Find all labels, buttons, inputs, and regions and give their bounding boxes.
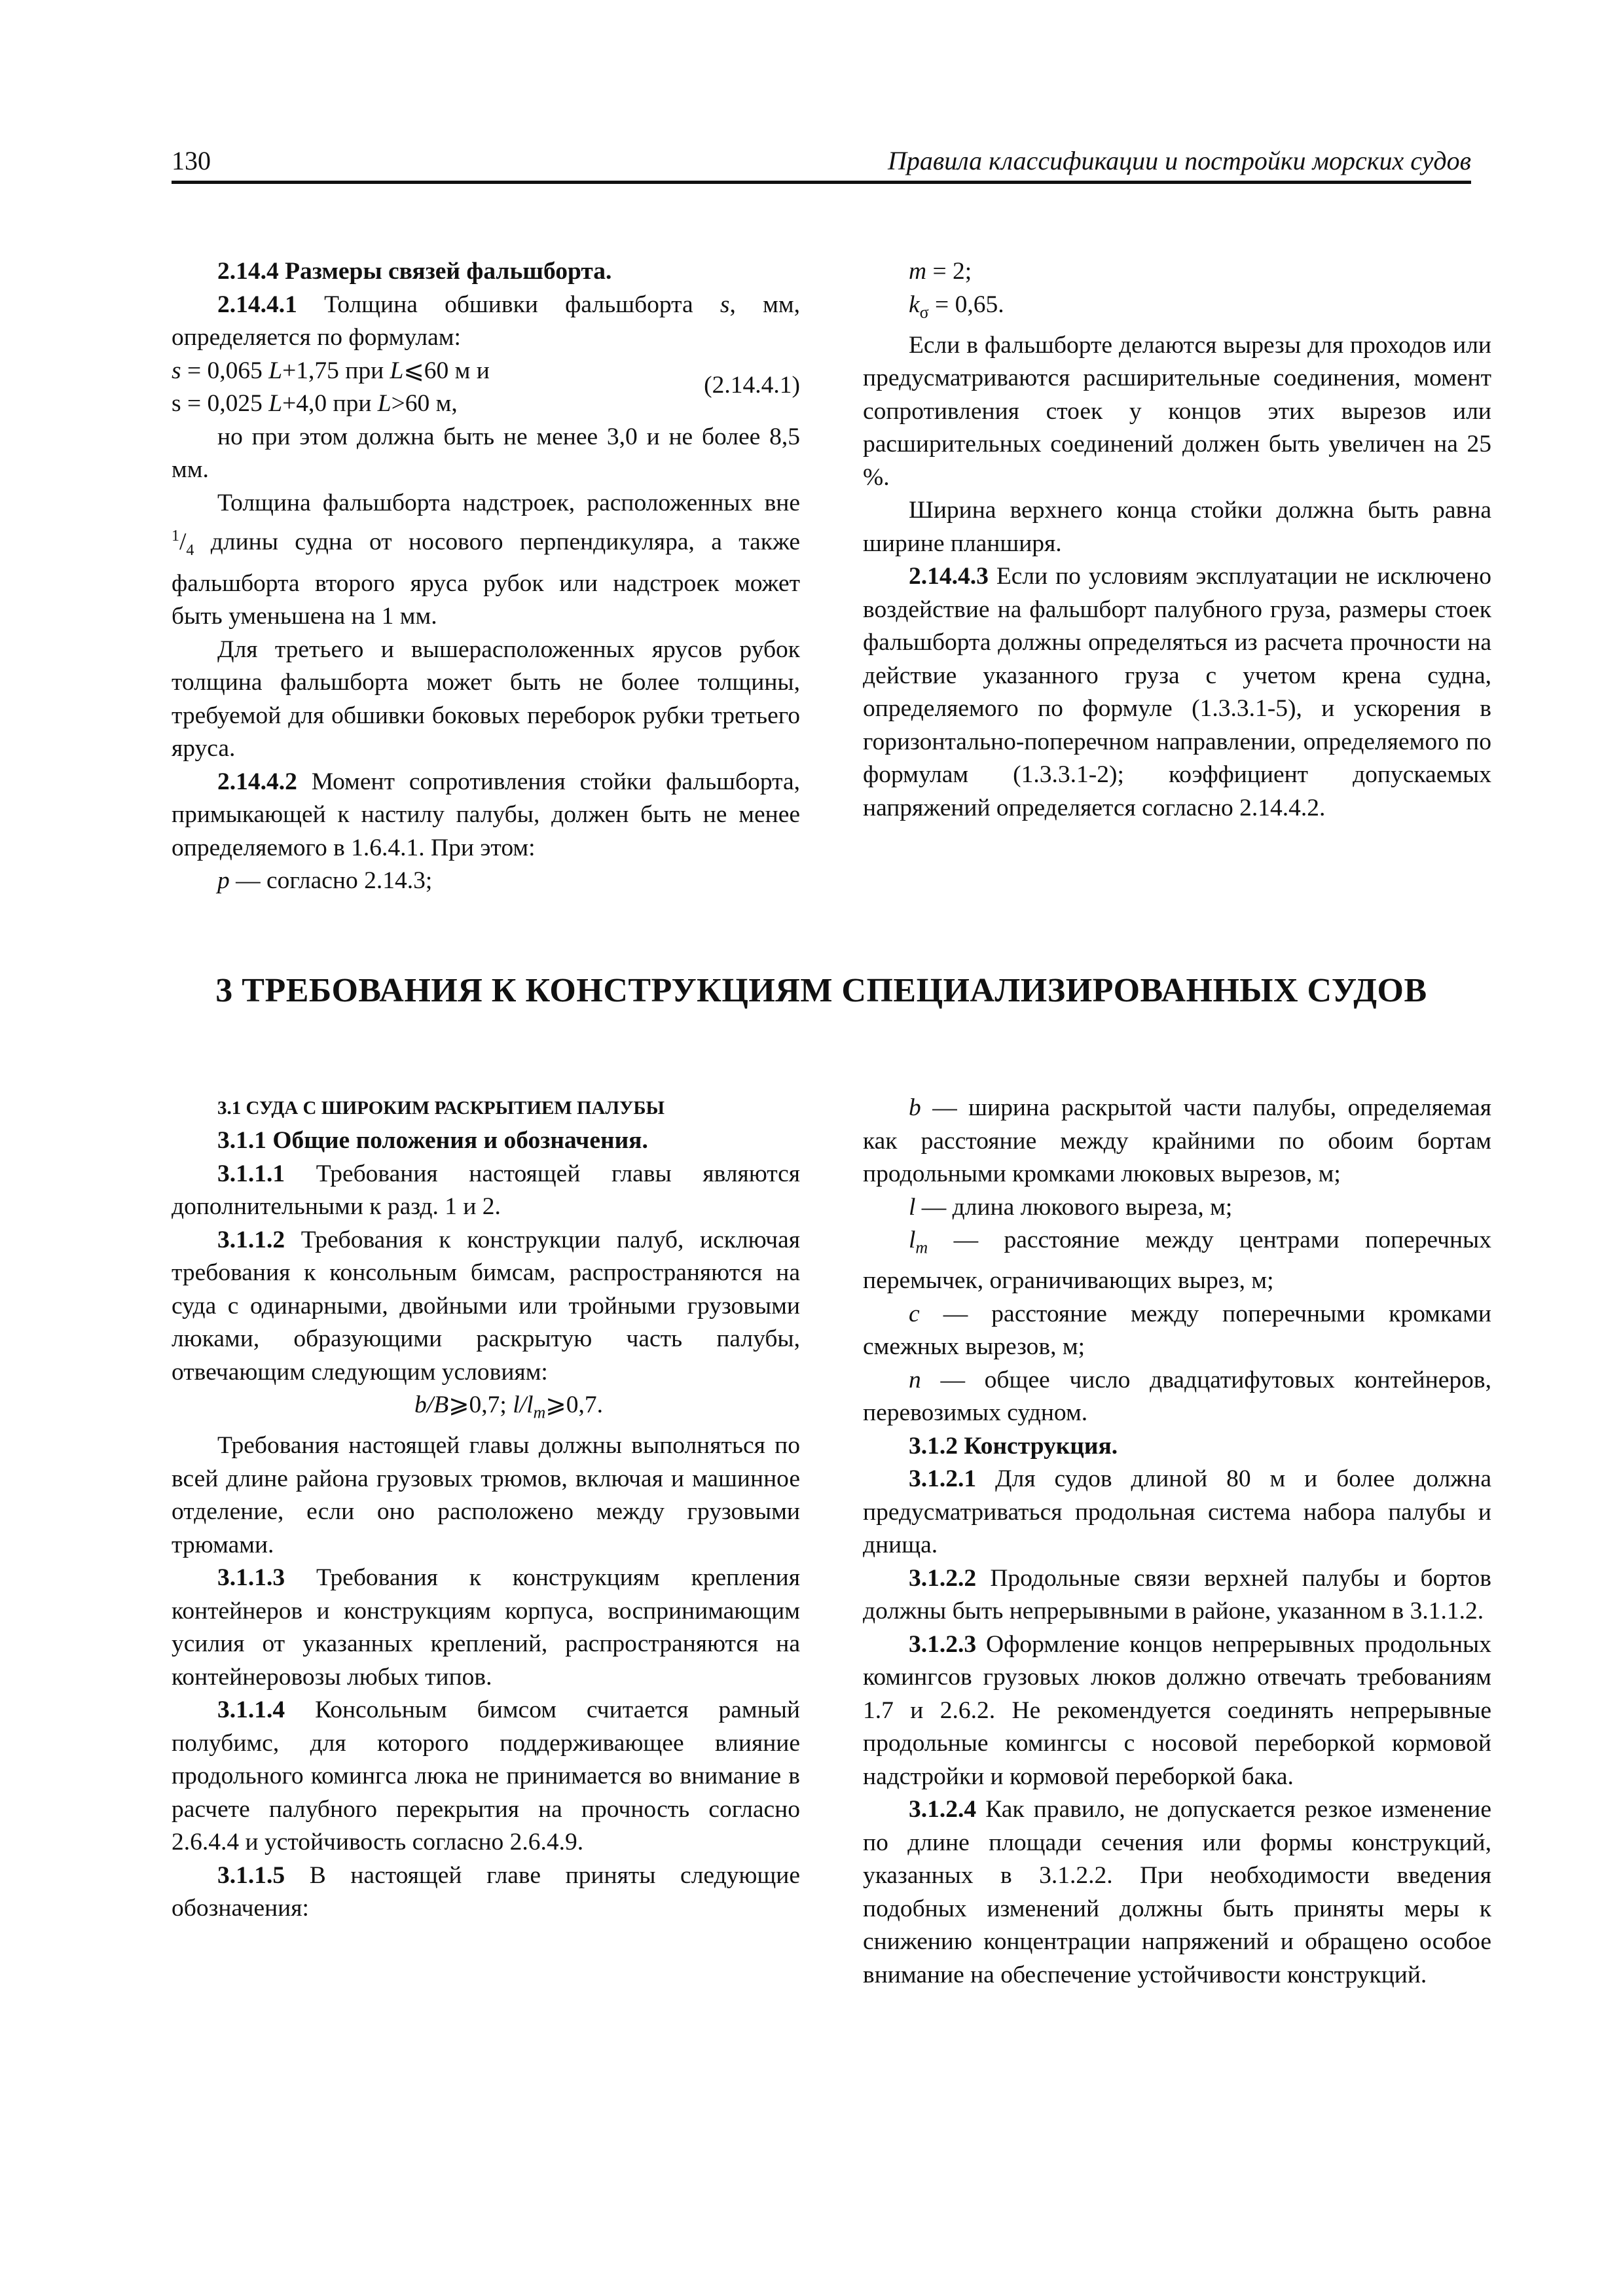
subchapter-heading: 3.1 СУДА С ШИРОКИМ РАСКРЫТИЕМ ПАЛУБЫ — [217, 1098, 665, 1119]
paragraph: Если в фальшборте делаются вырезы для проходов или предусматриваются расширительные соединения, момент сопротивления стоек у концов этих вырезов или расширительных соединений должен быть увеличен на 25 %. — [863, 331, 1491, 491]
section-heading-3-1-1: 3.1.1 Общие положения и обозначения. — [217, 1127, 648, 1154]
formula-2-14-4-1 — [172, 355, 800, 421]
paragraph: Для третьего и вышерасположенных ярусов рубок толщина фальшборта может быть не более толщины, требуемой для обшивки боковых переборок рубки третьего яруса. — [172, 636, 800, 762]
paragraph: 3.1.2.4 Как правило, не допускается резкое изменение по длине площади сечения или формы конструкций, указанных в 3.1.2.2. При необходимости введения подобных изменений должны быть приняты меры к снижению концентрации напряжений и обращено особое внимание на обеспечение устойчивости конструкций. — [863, 1796, 1491, 1988]
paragraph: p — согласно 2.14.3; — [217, 867, 433, 894]
paragraph: 3.1.2.2 Продольные связи верхней палубы и бортов должны быть непрерывными в районе, указанном в 3.1.1.2. — [863, 1564, 1491, 1624]
paragraph: 3.1.2.3 Оформление концов непрерывных продольных комингсов грузовых люков должно отвечать требованиям 1.7 и 2.6.2. Не рекомендуется соединять непрерывные продольные комингсы с носовой переборкой кормовой надстройки и кормовой переборкой бака. — [863, 1630, 1491, 1790]
paragraph: Требования настоящей главы должны выполняться по всей длине района грузовых трюмов, включая и машинное отделение, если оно расположено между грузовыми трюмами. — [172, 1432, 800, 1558]
page-number: 130 — [172, 146, 211, 175]
paragraph: 2.14.4.2 Момент сопротивления стойки фальшборта, примыкающей к настилу палубы, должен быть не менее определяемого в 1.6.4.1. При этом: — [172, 768, 800, 861]
paragraph: но при этом должна быть не менее 3,0 и не более 8,5 мм. — [172, 423, 800, 483]
equation-number: (2.14.4.1) — [704, 371, 800, 399]
paragraph: 3.1.1.5 В настоящей главе приняты следующие обозначения: — [172, 1861, 800, 1922]
formula-line: s = 0,065 L+1,75 при L⩽60 м и — [172, 357, 490, 384]
left-column-bottom — [172, 1092, 800, 1926]
definition: $k_\sigma = 0,65$. — [909, 291, 1004, 321]
formula-condition: b/B⩾0,7; $l/l_m⩾0,7$. — [414, 1391, 603, 1422]
section-heading-3-1-2: 3.1.2 Конструкция. — [909, 1432, 1118, 1460]
definition: n — общее число двадцатифутовых контейнеров, перевозимых судном. — [863, 1366, 1491, 1426]
definition: $l_m$ — расстояние между центрами поперечных перемычек, ограничивающих вырез, м; — [863, 1227, 1491, 1294]
paragraph: 3.1.1.4 Консольным бимсом считается рамный полубимс, для которого поддерживающее влияние продольного комингса люка не принимается во внимание в расчете палубного перекрытия на прочность согласно 2.6.4.4 и устойчивость согласно 2.6.4.9. — [172, 1696, 800, 1856]
paragraph: 3.1.1.2 Требования к конструкции палуб, исключая требования к консольным бимсам, распространяются на суда с одинарными, двойными или тройными грузовыми люками, образующими раскрытую часть палубы, отвечающим следующим условиям: — [172, 1226, 800, 1386]
section-heading-2-14-4: 2.14.4 Размеры связей фальшборта. — [217, 258, 612, 285]
right-column-top — [863, 255, 1491, 825]
paragraph: Толщина фальшборта надстроек, расположенных вне $^1/_4$ длины судна от носового перпендикуляра, а также фальшборта второго яруса рубок или надстроек может быть уменьшена на 1 мм. — [172, 489, 800, 630]
paragraph: Ширина верхнего конца стойки должна быть равна ширине планширя. — [863, 497, 1491, 557]
definition: l — длина люкового выреза, м; — [909, 1193, 1233, 1221]
running-header — [172, 145, 1471, 184]
formula-line: s = 0,025 L+4,0 при L>60 м, — [172, 390, 458, 417]
definition: c — расстояние между поперечными кромками смежных вырезов, м; — [863, 1300, 1491, 1360]
paragraph: 3.1.1.3 Требования к конструкциям крепления контейнеров и конструкциям корпуса, воспринимающим усилия от указанных креплений, распространяются на контейнеровозы любых типов. — [172, 1564, 800, 1691]
chapter-heading: 3 ТРЕБОВАНИЯ К КОНСТРУКЦИЯМ СПЕЦИАЛИЗИРОВАННЫХ СУДОВ — [215, 972, 1427, 1009]
running-title: Правила классификации и постройки морских судов — [887, 146, 1471, 175]
paragraph: 2.14.4.1 Толщина обшивки фальшборта s, мм, определяется по формулам: — [172, 291, 800, 351]
right-column-bottom — [863, 1092, 1491, 1992]
paragraph: 3.1.2.1 Для судов длиной 80 м и более должна предусматриваться продольная система набора палубы и днища. — [863, 1465, 1491, 1558]
paragraph: 3.1.1.1 Требования настоящей главы являются дополнительными к разд. 1 и 2. — [172, 1160, 800, 1220]
left-column-top — [172, 255, 800, 898]
paragraph: 2.14.4.3 Если по условиям эксплуатации не исключено воздействие на фальшборт палубного груза, размеры стоек фальшборта должны определяться из расчета прочности на действие указанного груза с учетом крена судна, определяемого по формуле (1.3.3.1-5), и ускорения в горизонтально-поперечном направлении, определяемого по формулам (1.3.3.1-2); коэффициент допускаемых напряжений определяется согласно 2.14.4.2. — [863, 563, 1491, 821]
definition: m = 2; — [909, 258, 972, 285]
definition: b — ширина раскрытой части палубы, определяемая как расстояние между крайними по обоим бортам продольными кромками люковых вырезов, м; — [863, 1094, 1491, 1187]
